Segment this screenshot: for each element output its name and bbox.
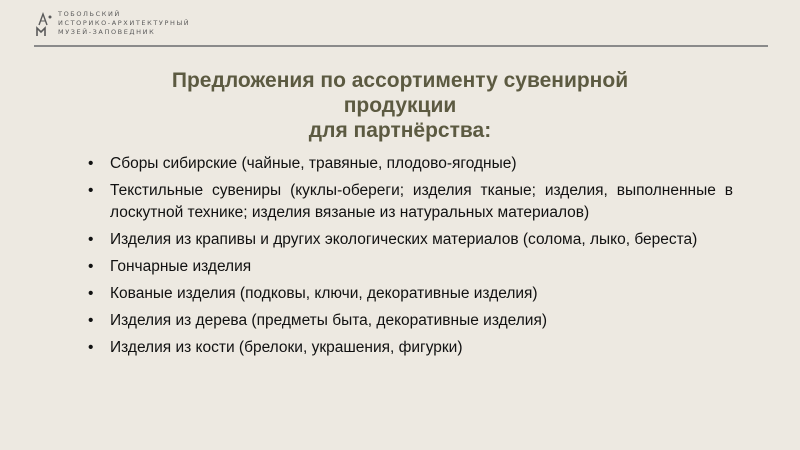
museum-logo-text	[58, 10, 190, 37]
slide-title-line: продукции	[343, 94, 457, 117]
slide-title-line: для партнёрства:	[308, 119, 492, 142]
logo-line: МУЗЕЙ-ЗАПОВЕДНИК	[58, 28, 156, 36]
product-list	[88, 153, 733, 364]
slide-title-line: Предложения по ассортименту сувенирной	[171, 69, 629, 92]
list-item: • Сборы сибирские (чайные, травяные, плодово-ягодные)	[88, 153, 733, 175]
logo-line: ИСТОРИКО-АРХИТЕКТУРНЫЙ	[58, 19, 191, 27]
slide-title	[60, 68, 740, 143]
logo-line: ТОБОЛЬСКИЙ	[58, 10, 121, 18]
museum-logo	[34, 10, 190, 40]
list-item: • Гончарные изделия	[88, 256, 733, 278]
list-item: • Текстильные сувениры (куклы-обереги; изделия тканые; изделия, выполненные в лоскутной технике; изделия вязаные из натуральных материалов)	[88, 180, 733, 224]
museum-logo-icon	[34, 10, 54, 40]
list-item: • Кованые изделия (подковы, ключи, декоративные изделия)	[88, 283, 733, 305]
list-item: • Изделия из крапивы и других экологических материалов (солома, лыко, береста)	[88, 229, 733, 251]
list-item: • Изделия из дерева (предметы быта, декоративные изделия)	[88, 310, 733, 332]
list-item: • Изделия из кости (брелоки, украшения, фигурки)	[88, 337, 733, 359]
header-divider	[34, 45, 768, 47]
